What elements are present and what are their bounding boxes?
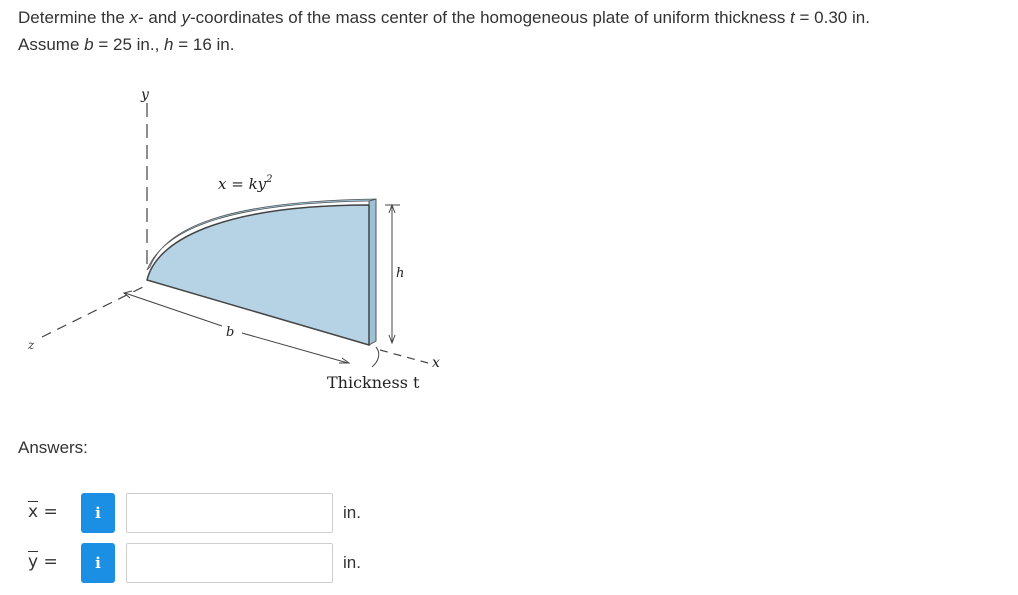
- thickness-label: Thickness t: [327, 373, 420, 392]
- info-icon[interactable]: i: [81, 543, 115, 583]
- plate-edge: [369, 199, 376, 345]
- x-axis: [380, 350, 428, 363]
- z-axis-label: z: [28, 338, 35, 352]
- b-label: b: [226, 325, 235, 340]
- xbar-answer-input[interactable]: [126, 493, 333, 533]
- curve-equation: $x = ky^2$: [218, 174, 273, 193]
- answers-label: Answers:: [18, 438, 88, 457]
- ybar-answer-input[interactable]: [126, 543, 333, 583]
- x-axis-label: x: [432, 355, 440, 371]
- thickness-pointer: [372, 347, 379, 367]
- xbar-unit-label: in.: [343, 503, 361, 522]
- plate-face: [147, 205, 369, 345]
- z-axis: [42, 285, 147, 337]
- y-axis-label: y: [141, 87, 149, 103]
- ybar-unit-label: in.: [343, 553, 361, 572]
- question-text: [18, 4, 1008, 58]
- answer-row-ybar: [0, 543, 420, 583]
- plate-figure: [0, 75, 480, 415]
- h-label: h: [396, 266, 405, 281]
- info-icon[interactable]: i: [81, 493, 115, 533]
- answer-row-xbar: [0, 493, 420, 533]
- question-line-2: Assume b = 25 in., h = 16 in.: [18, 35, 235, 54]
- xbar-label: $\overline{x}$ =: [28, 502, 58, 522]
- ybar-label: $\overline{y}$ =: [28, 552, 58, 572]
- question-line-1: Determine the x- and y-coordinates of the mass center of the homogeneous plate of uniform thickness t = 0.30 in.: [18, 8, 870, 27]
